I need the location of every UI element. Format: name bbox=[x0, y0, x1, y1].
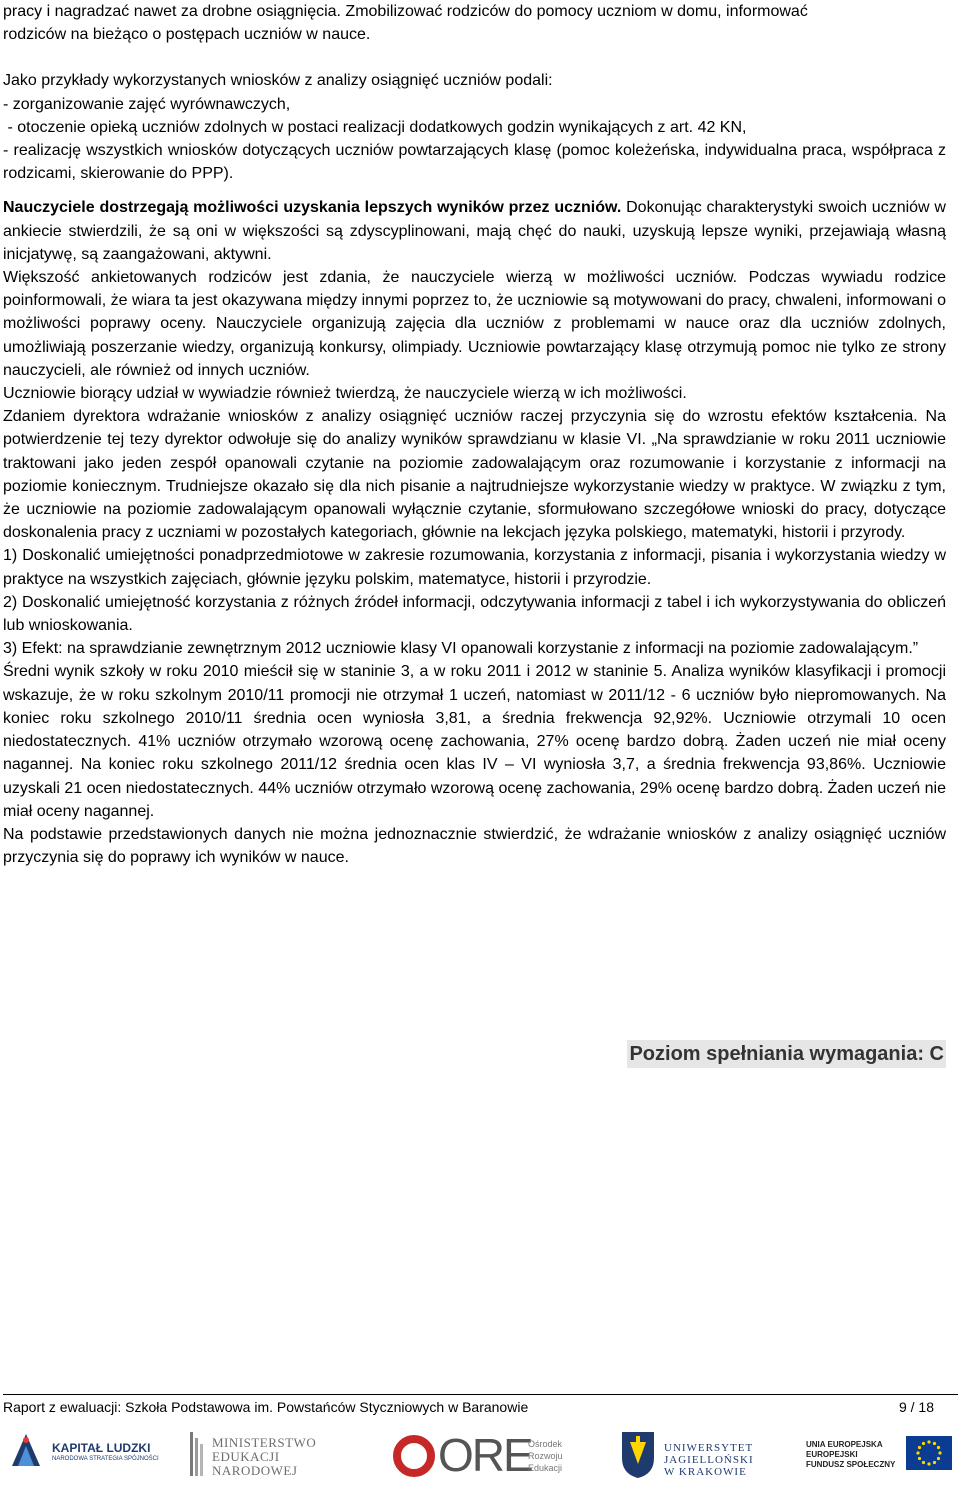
conclusions-item-1: - zorganizowanie zajęć wyrównawczych, bbox=[3, 95, 291, 113]
teachers-finding-text: Dokonując charakterystyki swoich uczniów w ankiecie stwierdzili, że są oni w większości są zdyscyplinowani, mają chęć do nauki, uzyskują lepsze wyniki, przejawiają własną inicjatywę, są zaangażowani, aktywni. bbox=[3, 199, 946, 263]
kapital-ludzki-emblem-icon bbox=[8, 1430, 44, 1470]
eu-line3: FUNDUSZ SPOŁECZNY bbox=[806, 1460, 896, 1469]
paragraph-point-1: 1) Doskonalić umiejętności ponadprzedmiotowe w zakresie rozumowania, korzystania z informacji, pisania i wykorzystania wiedzy w praktyce na wszystkich zajęciach, głównie języku polskim, matematyce, historii i przyrodzie. bbox=[3, 547, 946, 588]
uj-line1: UNIWERSYTET bbox=[664, 1442, 754, 1454]
eu-line1: UNIA EUROPEJSKA bbox=[806, 1440, 883, 1449]
uj-line3: W KRAKOWIE bbox=[664, 1466, 747, 1478]
conclusions-item-2: - otoczenie opieką uczniów zdolnych w postaci realizacji dodatkowych godzin wynikających z art. 42 KN, bbox=[3, 118, 747, 136]
requirement-level-badge: Poziom spełniania wymagania: C bbox=[627, 1040, 946, 1068]
ministerstwo-bars-icon bbox=[190, 1432, 204, 1476]
paragraph-parents: Większość ankietowanych rodziców jest zdania, że nauczyciele wierzą w możliwości uczniów. Podczas wywiadu rodzice poinformowali, że wiara ta jest okazywana między innymi poprzez to, że uczniowie są motywowani do pracy, chwaleni, informowani o możliwości poprawy oceny. Nauczyciele organizują zajęcia dla uczniów z problemami w nauce oraz dla uczniów zdolnych, umożliwiają poszerzanie wiedzy, organizują konkursy, olimpiady. Uczniowie powtarzający klasę otrzymują pomoc nie tylko ze strony nauczycieli, ale również od innych uczniów. bbox=[3, 269, 946, 379]
kapital-ludzki-subtitle: NARODOWA STRATEGIA SPÓJNOŚCI bbox=[52, 1456, 159, 1462]
ministerstwo-line2: EDUKACJI bbox=[212, 1449, 280, 1464]
paragraph-intro-line2: rodziców na bieżąco o postępach uczniów w nauce. bbox=[3, 26, 371, 44]
conclusions-item-3: - realizację wszystkich wniosków dotyczących uczniów powtarzających klasę (pomoc koleżeńska, indywidualna praca, współpraca z rodzicami, skierowanie do PPP). bbox=[3, 142, 946, 183]
kapital-ludzki-title: KAPITAŁ LUDZKI bbox=[52, 1441, 151, 1455]
ministerstwo-logo bbox=[190, 1428, 340, 1488]
page-footer bbox=[3, 1394, 958, 1416]
paragraph-conclusion: Na podstawie przedstawionych danych nie można jednoznacznie stwierdzić, że wdrażanie wniosków z analizy osiągnięć uczniów przyczynia się do poprawy ich wyników w nauce. bbox=[3, 825, 946, 867]
funding-logos-bar bbox=[0, 1428, 960, 1503]
paragraph-students: Uczniowie biorący udział w wywiadzie również twierdzą, że nauczyciele wierzą w ich możliwości. bbox=[3, 385, 687, 403]
footer-page-number: 9 / 18 bbox=[898, 1399, 934, 1415]
uj-logo bbox=[620, 1428, 780, 1488]
paragraph-director: Zdaniem dyrektora wdrażanie wniosków z analizy osiągnięć uczniów raczej przyczynia się do wzrostu efektów kształcenia. Na potwierdzenie tej tezy dyrektor odwołuje się do analizy wyników sprawdzianu w klasie VI. „Na sprawdzianie w roku 2011 uczniowie traktowani jako jeden zespół opanowali czytanie na poziomie zadowalającym oraz rozumowanie i korzystanie z informacji na poziomie koniecznym. Trudniejsze okazało się dla nich pisanie a najtrudniejsze wykorzystanie wiedzy w praktyce. W związku z tym, że uczniowie na poziomie zadowalającym opanowali wyłącznie czytanie, sformułowano szczegółowe wnioski do pracy, dotyczące doskonalenia pracy z uczniami w pozostałych kategoriach, głównie na lekcjach języka polskiego, matematyki, historii i przyrody. bbox=[3, 408, 946, 542]
ore-mark-text: ORE bbox=[438, 1429, 532, 1481]
paragraph-point-3: 3) Efekt: na sprawdzianie zewnętrznym 2012 uczniowie klasy VI opanowali korzystanie z informacji na poziomie zadowalającym.” bbox=[3, 640, 919, 658]
eu-flag-icon bbox=[906, 1436, 952, 1470]
eu-logo bbox=[806, 1428, 956, 1488]
ore-line2: Rozwoju bbox=[528, 1451, 563, 1461]
paragraph-teachers bbox=[3, 196, 946, 266]
kapital-ludzki-logo bbox=[8, 1428, 168, 1488]
uj-crest-icon bbox=[620, 1428, 656, 1480]
paragraph-point-2: 2) Doskonalić umiejętność korzystania z różnych źródeł informacji, odczytywania informacji z tabel i ich wykorzystywania do obliczeń lub wnioskowania. bbox=[3, 593, 946, 635]
teachers-finding-heading: Nauczyciele dostrzegają możliwości uzyskania lepszych wyników przez uczniów. bbox=[3, 199, 622, 217]
uj-line2: JAGIELLOŃSKI bbox=[664, 1454, 754, 1466]
ministerstwo-line1: MINISTERSTWO bbox=[212, 1435, 317, 1450]
ore-line3: Edukacji bbox=[528, 1463, 563, 1473]
paragraph-intro-line1: pracy i nagradzać nawet za drobne osiągnięcia. Zmobilizować rodziców do pomocy uczniom w domu, informować bbox=[3, 3, 808, 20]
ore-line1: Ośrodek bbox=[528, 1439, 563, 1449]
ministerstwo-line3: NARODOWEJ bbox=[212, 1463, 298, 1478]
conclusions-intro: Jako przykłady wykorzystanych wniosków z analizy osiągnięć uczniów podali: bbox=[3, 72, 553, 90]
footer-report-title: Raport z ewaluacji: Szkoła Podstawowa im. Powstańców Styczniowych w Baranowie bbox=[3, 1399, 529, 1415]
ore-logo bbox=[392, 1428, 562, 1488]
eu-line2: EUROPEJSKI bbox=[806, 1450, 858, 1459]
ore-ring-icon bbox=[392, 1434, 436, 1478]
document-body bbox=[3, 0, 946, 869]
paragraph-results: Średni wynik szkoły w roku 2010 mieścił się w staninie 3, a w roku 2011 i 2012 w staninie 5. Analiza wyników klasyfikacji i promocji wskazuje, że w roku szkolnym 2010/11 promocji nie otrzymał 1 uczeń, natomiast w 2011/12 - 6 uczniów było niepromowanych. Na koniec roku szkolnego 2010/11 średnia ocen wyniosła 3,81, a średnia frekwencja 92,92%. Uczniowie otrzymali 10 ocen niedostatecznych. 41% uczniów otrzymało wzorową ocenę zachowania, 27% ocenę bardzo dobrą. Żaden uczeń nie miał oceny nagannej. Na koniec roku szkolnego 2011/12 średnia ocen klas IV – VI wyniosła 3,7, a średnia frekwencja 93,86%. Uczniowie uzyskali 21 ocen niedostatecznych. 44% uczniów otrzymało wzorową ocenę zachowania, 29% ocenę bardzo dobrą. Żaden uczeń nie miał oceny nagannej. bbox=[3, 663, 946, 820]
